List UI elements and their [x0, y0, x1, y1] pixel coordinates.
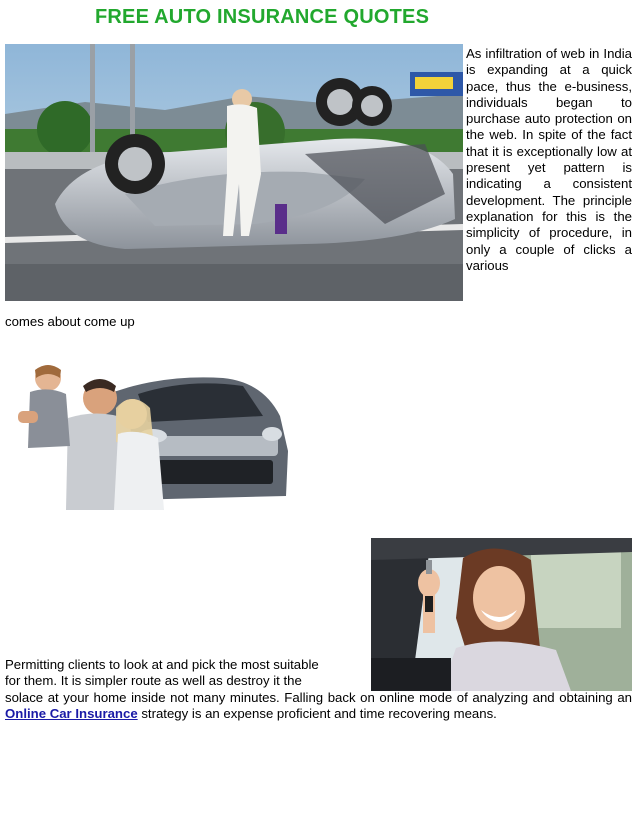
- overturned-car-accident-photo: [5, 44, 463, 301]
- second-paragraph-line-2: for them. It is simpler route as well as destroy it the: [5, 673, 302, 689]
- family-with-car-photo: [8, 356, 292, 510]
- intro-paragraph: As infiltration of web in India is expanding at a quick pace, thus the e-business, individuals began to purchase auto protection on the web. In spite of the fact that it is exceptionally low at present yet pattern is indicating a consistent development. The principle explanation for this is the simplicity of procedure, in only a couple of clicks a various: [466, 46, 632, 273]
- second-paragraph-rest: [5, 690, 632, 723]
- second-paragraph: [5, 657, 632, 722]
- intro-paragraph-tail: comes about come up: [5, 314, 135, 329]
- second-paragraph-line-1: Permitting clients to look at and pick the most suitable: [5, 657, 319, 672]
- online-car-insurance-link[interactable]: Online Car Insurance: [5, 705, 138, 721]
- second-paragraph-text-end: strategy is an expense proficient and time recovering means.: [137, 705, 497, 721]
- page-title: FREE AUTO INSURANCE QUOTES: [95, 6, 430, 28]
- second-paragraph-text: solace at your home inside not many minutes. Falling back on online mode of analyzing and obtaining an: [5, 689, 632, 705]
